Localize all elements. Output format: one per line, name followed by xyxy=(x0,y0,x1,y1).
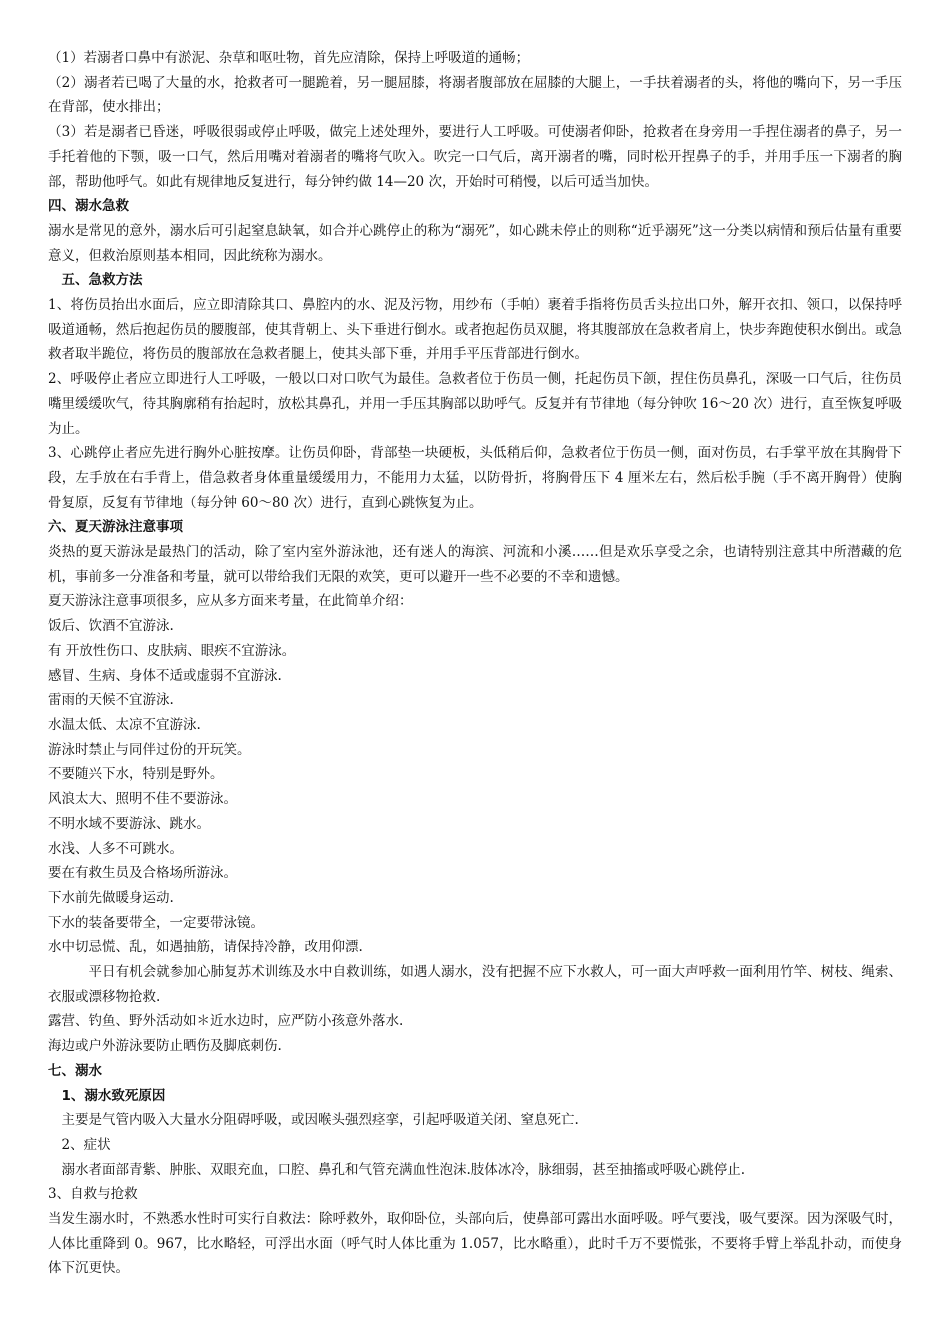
list-item: 游泳时禁止与同伴过份的开玩笑。 xyxy=(48,741,251,758)
list-item: 下水的装备要带全，一定要带泳镜。 xyxy=(48,914,264,931)
list-item: 水中切忌慌、乱，如遇抽筋，请保持冷静，改用仰漂. xyxy=(48,939,363,956)
list-item: 感冒、生病、身体不适或虚弱不宜游泳. xyxy=(48,667,282,684)
heading-self-rescue: 3、自救与抢救 xyxy=(48,1186,138,1203)
paragraph-symptoms: 溺水者面部青紫、肿胀、双眼充血，口腔、鼻孔和气管充满血性泡沫.肢体冰冷，脉细弱，甚至抽搐或呼吸心跳停止. xyxy=(61,1161,746,1178)
paragraph-summer-swimming-lead: 夏天游泳注意事项很多，应从多方面来考量，在此简单介绍： xyxy=(48,593,413,610)
list-item: 不明水域不要游泳、跳水。 xyxy=(48,815,210,832)
paragraph-sunburn-caution: 海边或户外游泳要防止晒伤及脚底刺伤. xyxy=(48,1038,282,1055)
paragraph-first-aid-1: 1、将伤员抬出水面后，应立即清除其口、鼻腔内的水、泥及污物，用纱布（手帕）裹着手指将伤员舌头拉出口外，解开衣扣、领口，以保持呼吸道通畅，然后抱起伤员的腰腹部，使其背朝上、头下垂进行倒水。或者抱起伤员双腿，将其腹部放在急救者肩上，快步奔跑使积水倒出。或急救者取半跪位，将伤员的腹部放在急救者腿上，使其头部下垂，并用手平压背部进行倒水。 xyxy=(48,297,902,363)
list-item: 水浅、人多不可跳水。 xyxy=(48,840,183,857)
paragraph-summer-swimming-intro: 炎热的夏天游泳是最热门的活动，除了室内室外游泳池，还有迷人的海滨、河流和小溪……但是欢乐享受之余，也请特别注意其中所潜藏的危机，事前多一分准备和考量，就可以带给我们无限的欢笑，更可以避开一些不必要的不幸和遗憾。 xyxy=(48,544,902,585)
paragraph-rescue-step-3: （3）若是溺者已昏迷，呼吸很弱或停止呼吸，做完上述处理外，要进行人工呼吸。可使溺者仰卧，抢救者在身旁用一手捏住溺者的鼻子，另一手托着他的下颚，吸一口气，然后用嘴对着溺者的嘴将气吹入。吹完一口气后，离开溺者的嘴，同时松开捏鼻子的手，并用手压一下溺者的胸部，帮助他呼气。如此有规律地反复进行，每分钟约做 14—20 次，开始时可稍慢，以后可适当加快。 xyxy=(48,124,902,190)
heading-section-4: 四、溺水急救 xyxy=(48,198,129,215)
paragraph-first-aid-2: 2、呼吸停止者应立即进行人工呼吸，一般以口对口吹气为最佳。急救者位于伤员一侧，托起伤员下颌，捏住伤员鼻孔，深吸一口气后，往伤员嘴里缓缓吹气，待其胸廓稍有抬起时，放松其鼻孔，并用一手压其胸部以助呼气。反复并有节律地（每分钟吹 16～20 次）进行，直至恢复呼吸为止。 xyxy=(48,371,902,437)
list-item: 不要随兴下水，特别是野外。 xyxy=(48,766,224,783)
list-item: 有 开放性伤口、皮肤病、眼疾不宜游泳。 xyxy=(48,642,296,659)
paragraph-rescue-step-1: （1）若溺者口鼻中有淤泥、杂草和呕吐物，首先应清除，保持上呼吸道的通畅； xyxy=(48,50,530,66)
paragraph-first-aid-3: 3、心跳停止者应先进行胸外心脏按摩。让伤员仰卧，背部垫一块硬板，头低稍后仰，急救者位于伤员一侧，面对伤员，右手掌平放在其胸骨下段，左手放在右手背上，借急救者身体重量缓缓用力，不能用力太猛，以防骨折，将胸骨压下 4 厘米左右，然后松手腕（手不离开胸骨）使胸骨复原，反复有节律地（每分钟 60～80 次）进行，直到心跳恢复为止。 xyxy=(48,445,902,511)
heading-section-6: 六、夏天游泳注意事项 xyxy=(48,519,183,536)
list-item: 下水前先做暖身运动. xyxy=(48,889,174,906)
paragraph-outdoor-caution: 露营、钓鱼、野外活动如＊近水边时，应严防小孩意外落水. xyxy=(48,1013,404,1030)
list-item: 要在有救生员及合格场所游泳。 xyxy=(48,865,237,882)
paragraph-drowning-definition: 溺水是常见的意外，溺水后可引起窒息缺氧，如合并心跳停止的称为“溺死”，如心跳未停止的则称“近乎溺死”这一分类以病情和预后估量有重要意义，但救治原则基本相同，因此统称为溺水。 xyxy=(48,222,902,264)
list-item: 雷雨的天候不宜游泳. xyxy=(48,692,174,709)
list-item: 饭后、饮酒不宜游泳. xyxy=(48,618,174,635)
heading-symptoms: 2、症状 xyxy=(61,1136,111,1153)
paragraph-cpr-training: 平日有机会就参加心肺复苏术训练及水中自救训练，如遇人溺水，没有把握不应下水救人，可一面大声呼救一面利用竹竿、树枝、绳索、衣服或漂移物抢救. xyxy=(48,964,902,1005)
list-item: 水温太低、太凉不宜游泳. xyxy=(48,716,201,733)
list-item: 风浪太大、照明不佳不要游泳。 xyxy=(48,791,237,808)
paragraph-cause-of-death: 主要是气管内吸入大量水分阻碍呼吸，或因喉头强烈痉挛，引起呼吸道关闭、窒息死亡. xyxy=(61,1112,579,1129)
heading-section-5: 五、急救方法 xyxy=(61,272,143,289)
heading-cause-of-death: 1、溺水致死原因 xyxy=(61,1087,166,1104)
paragraph-rescue-step-2: （2）溺者若已喝了大量的水，抢救者可一腿跪着，另一腿屈膝，将溺者腹部放在屈膝的大腿上，一手扶着溺者的头，将他的嘴向下，另一手压在背部，使水排出； xyxy=(48,74,902,116)
paragraph-self-rescue: 当发生溺水时，不熟悉水性时可实行自救法：除呼救外，取仰卧位，头部向后，使鼻部可露出水面呼吸。呼气要浅，吸气要深。因为深吸气时，人体比重降到 0。967，比水略轻，可浮出水面（呼气时人体比重为 1.057，比水略重），此时千万不要慌张，不要将手臂上举乱扑动，而使身体下沉更快。 xyxy=(48,1211,902,1277)
heading-section-7: 七、溺水 xyxy=(48,1062,102,1079)
